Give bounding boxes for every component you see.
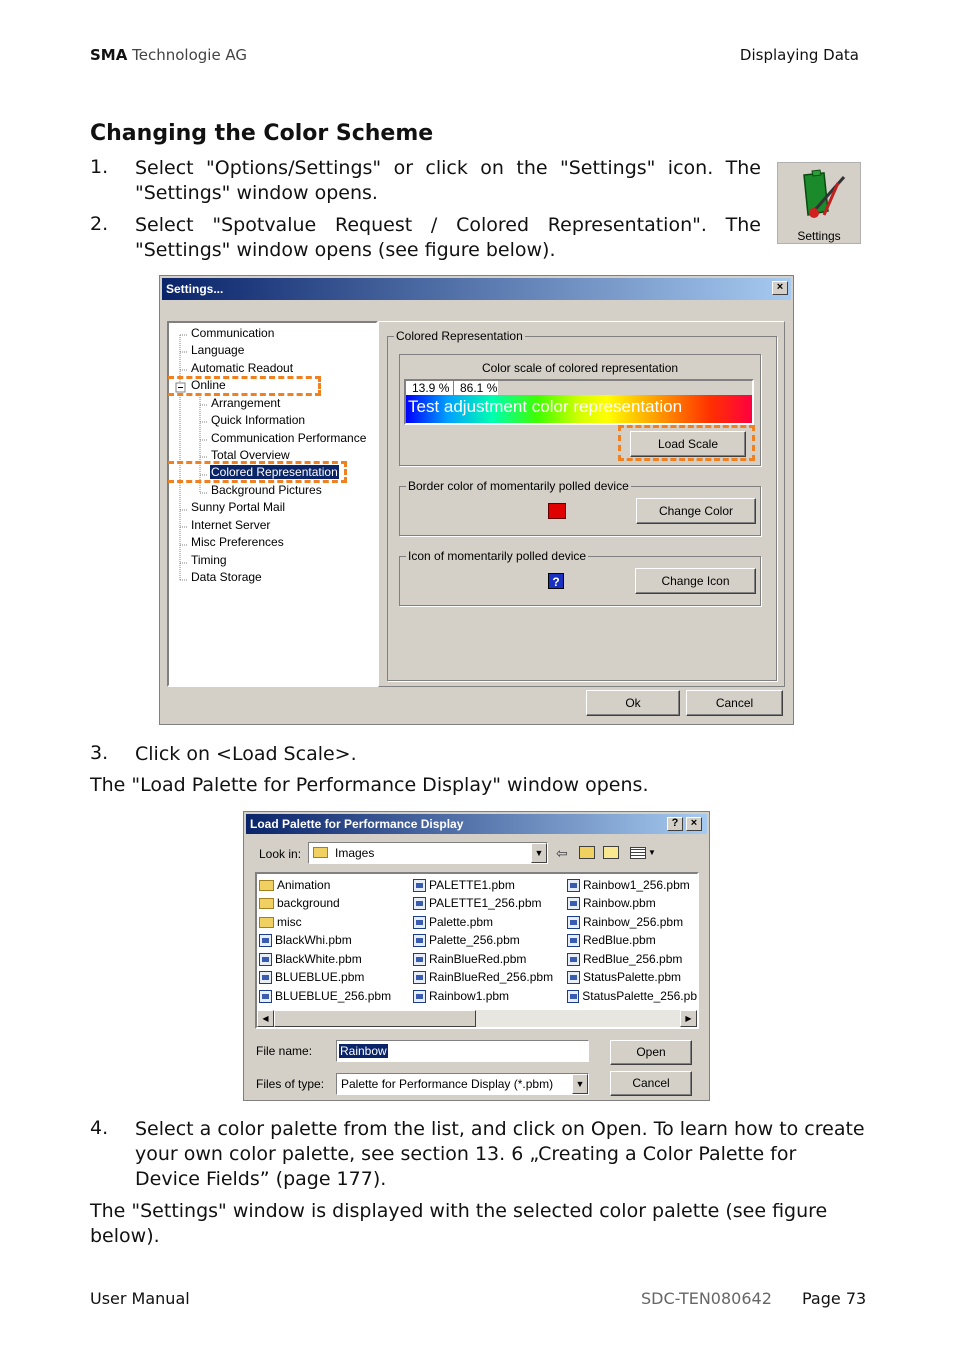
cancel-button[interactable]: Cancel xyxy=(686,690,783,716)
file-name: Rainbow1_256.pbm xyxy=(583,878,690,892)
settings-titlebar xyxy=(162,278,791,300)
close-icon: × xyxy=(690,817,698,829)
help-button[interactable] xyxy=(667,817,683,831)
file-icon xyxy=(413,916,426,929)
section-heading: Changing the Color Scheme xyxy=(90,121,434,146)
file-icon xyxy=(567,916,580,929)
load-palette-titlebar xyxy=(246,814,707,834)
list-item[interactable] xyxy=(259,896,340,910)
list-item[interactable] xyxy=(567,915,683,929)
file-name: RedBlue.pbm xyxy=(583,933,656,947)
file-icon xyxy=(259,990,272,1003)
file-name-input[interactable] xyxy=(336,1040,589,1062)
settings-title: Settings... xyxy=(166,282,224,296)
folder-icon xyxy=(259,898,274,909)
tree-item-colored-representation-selected[interactable]: Colored Representation xyxy=(211,465,338,479)
file-name: Rainbow1.pbm xyxy=(429,989,510,1003)
file-icon xyxy=(567,971,580,984)
up-folder-icon[interactable] xyxy=(579,846,595,859)
tree-item[interactable]: Timing xyxy=(191,553,227,567)
list-item[interactable] xyxy=(413,970,553,984)
tree-item[interactable]: Communication xyxy=(191,326,275,340)
file-name: RedBlue_256.pbm xyxy=(583,952,683,966)
list-item[interactable] xyxy=(259,989,391,1003)
company-name-rest: Technologie AG xyxy=(132,46,248,64)
settings-window xyxy=(159,275,794,725)
file-name: BLUEBLUE.pbm xyxy=(275,970,365,984)
help-icon: ? xyxy=(671,817,679,829)
file-name: RainBlueRed_256.pbm xyxy=(429,970,554,984)
highlight-online xyxy=(168,376,321,396)
settings-toolbar-button[interactable] xyxy=(777,162,861,244)
settings-close-button[interactable] xyxy=(772,281,788,295)
look-in-select[interactable] xyxy=(308,842,548,864)
file-name: BlackWhi.pbm xyxy=(275,933,352,947)
tree-item[interactable]: Automatic Readout xyxy=(191,361,294,375)
list-item[interactable] xyxy=(567,896,656,910)
list-item[interactable] xyxy=(259,970,364,984)
header-company xyxy=(90,46,247,64)
list-item[interactable] xyxy=(413,878,515,892)
files-of-type-value: Palette for Performance Display (*.pbm) xyxy=(341,1077,554,1091)
header-section: Displaying Data xyxy=(739,46,859,64)
scroll-left-icon[interactable]: ◀ xyxy=(257,1010,274,1027)
close-icon: × xyxy=(776,281,784,293)
file-icon xyxy=(259,934,272,947)
load-scale-button[interactable]: Load Scale xyxy=(630,431,746,457)
border-color-swatch xyxy=(548,503,566,519)
view-menu-icon[interactable] xyxy=(630,847,646,859)
scroll-right-icon[interactable]: ▶ xyxy=(680,1010,697,1027)
step-text: Select "Spotvalue Request / Colored Representation". The "Settings" window opens (see figure below). xyxy=(135,214,761,261)
file-icon xyxy=(259,953,272,966)
tree-item[interactable]: Sunny Portal Mail xyxy=(191,500,286,514)
step-text: Click on <Load Scale>. xyxy=(135,743,357,765)
file-name: StatusPalette.pbm xyxy=(583,970,682,984)
load-palette-window xyxy=(243,811,710,1101)
look-in-label: Look in: xyxy=(259,847,302,861)
file-name-label: File name: xyxy=(256,1044,313,1058)
file-name: Palette_256.pbm xyxy=(429,933,520,947)
highlight-load-scale xyxy=(618,425,755,461)
tree-item[interactable]: Misc Preferences xyxy=(191,535,284,549)
percent-left: 13.9 % xyxy=(406,381,454,395)
list-item[interactable] xyxy=(413,915,493,929)
tree-item-online[interactable]: Online xyxy=(191,378,226,392)
change-color-button[interactable]: Change Color xyxy=(636,498,756,524)
load-palette-title: Load Palette for Performance Display xyxy=(250,817,464,831)
folder-icon xyxy=(313,847,328,858)
file-icon xyxy=(567,879,580,892)
footer-page: Page 73 xyxy=(802,1289,867,1308)
settings-icon xyxy=(778,163,862,227)
color-gradient-bar xyxy=(406,395,752,423)
paragraph: The "Load Palette for Performance Display" window opens. xyxy=(90,774,649,796)
tree-item[interactable]: Communication Performance xyxy=(211,431,367,445)
tree-item[interactable]: Data Storage xyxy=(191,570,262,584)
file-name: Rainbow_256.pbm xyxy=(583,915,684,929)
border-color-group xyxy=(399,479,761,536)
ok-button[interactable]: Ok xyxy=(586,690,680,716)
chevron-down-icon[interactable]: ▼ xyxy=(572,1074,588,1094)
file-icon xyxy=(413,971,426,984)
files-of-type-label: Files of type: xyxy=(256,1077,325,1091)
tree-item[interactable]: Background Pictures xyxy=(211,483,322,497)
step-number: 3. xyxy=(90,742,109,764)
look-in-value: Images xyxy=(335,846,375,860)
file-icon xyxy=(413,934,426,947)
list-item[interactable] xyxy=(259,915,302,929)
chevron-down-icon[interactable]: ▼ xyxy=(531,843,547,863)
list-item[interactable] xyxy=(567,952,682,966)
color-scale-label: Color scale of colored representation xyxy=(481,361,679,375)
step-text: Select "Options/Settings" or click on the "Settings" icon. The "Settings" window opens. xyxy=(135,157,761,204)
list-item[interactable] xyxy=(567,970,681,984)
settings-icon-label: Settings xyxy=(797,229,841,243)
tree-item[interactable]: Quick Information xyxy=(211,413,306,427)
list-item[interactable] xyxy=(567,989,697,1003)
files-of-type-select[interactable] xyxy=(336,1073,589,1095)
group-label: Border color of momentarily polled device xyxy=(408,479,629,493)
group-label: Colored Representation xyxy=(396,329,523,343)
file-icon xyxy=(413,879,426,892)
paragraph: The "Settings" window is displayed with the selected color palette (see figure below). xyxy=(90,1200,828,1247)
file-icon xyxy=(413,953,426,966)
list-item[interactable] xyxy=(259,933,352,947)
list-item[interactable] xyxy=(567,933,656,947)
file-icon xyxy=(413,897,426,910)
company-name-bold: SMA xyxy=(90,46,128,64)
file-icon xyxy=(567,990,579,1003)
question-icon: ? xyxy=(548,573,564,589)
new-folder-icon[interactable] xyxy=(603,846,619,859)
colored-representation-group xyxy=(387,329,777,681)
file-icon xyxy=(567,953,580,966)
list-item[interactable] xyxy=(567,878,690,892)
tree-item[interactable]: Total Overview xyxy=(211,448,290,462)
step-number: 2. xyxy=(90,213,109,235)
color-scale-preview xyxy=(404,379,754,425)
step-text: Select a color palette from the list, and click on Open. To learn how to create your own color palette, see section 13. 6 „Creating a Color Palette for Device Fields” (page 177). xyxy=(135,1118,865,1190)
file-name: PALETTE1.pbm xyxy=(429,878,515,892)
file-name: BlackWhite.pbm xyxy=(275,952,362,966)
highlight-colored-representation xyxy=(168,461,347,483)
horizontal-scrollbar[interactable] xyxy=(257,1010,697,1027)
step-number: 1. xyxy=(90,156,109,178)
open-button[interactable]: Open xyxy=(610,1040,692,1065)
file-icon xyxy=(567,934,580,947)
footer-doc-id: SDC-TEN080642 xyxy=(641,1289,772,1308)
cancel-button[interactable]: Cancel xyxy=(610,1071,692,1096)
file-name: BLUEBLUE_256.pbm xyxy=(275,989,392,1003)
scroll-thumb[interactable] xyxy=(274,1010,476,1027)
file-name: Palette.pbm xyxy=(429,915,494,929)
load-palette-close-button[interactable] xyxy=(686,817,702,831)
list-item[interactable] xyxy=(259,878,330,892)
file-name-value: Rainbow xyxy=(340,1044,387,1058)
list-item[interactable] xyxy=(413,952,526,966)
chevron-down-icon[interactable]: ▼ xyxy=(648,848,656,857)
file-name: misc xyxy=(277,915,302,929)
file-name: RainBlueRed.pbm xyxy=(429,952,527,966)
tree-item[interactable]: Language xyxy=(191,343,245,357)
file-name: StatusPalette_256.pb xyxy=(582,989,697,1003)
polled-icon-group xyxy=(399,549,761,606)
settings-right-panel xyxy=(378,321,785,687)
list-item[interactable] xyxy=(413,896,542,910)
list-item[interactable] xyxy=(413,933,520,947)
footer-left: User Manual xyxy=(90,1289,190,1308)
test-adjustment-text: Test adjustment color representation xyxy=(408,397,683,416)
file-name: PALETTE1_256.pbm xyxy=(429,896,542,910)
tree-item[interactable]: Arrangement xyxy=(211,396,281,410)
change-icon-button[interactable]: Change Icon xyxy=(635,568,756,594)
file-icon xyxy=(259,971,272,984)
file-list[interactable] xyxy=(255,872,699,1029)
back-icon[interactable]: ⇦ xyxy=(556,845,568,861)
list-item[interactable] xyxy=(259,952,362,966)
percent-right: 86.1 % xyxy=(454,381,498,395)
list-item[interactable] xyxy=(413,989,509,1003)
tree-item[interactable]: Internet Server xyxy=(191,518,271,532)
file-name: Rainbow.pbm xyxy=(583,896,656,910)
color-scale-group xyxy=(399,354,761,466)
file-icon xyxy=(567,897,580,910)
file-icon xyxy=(413,990,426,1003)
folder-icon xyxy=(259,880,274,891)
file-name: background xyxy=(277,896,340,910)
step-number: 4. xyxy=(90,1117,109,1139)
file-name: Animation xyxy=(277,878,331,892)
folder-icon xyxy=(259,917,274,928)
group-label: Icon of momentarily polled device xyxy=(408,549,587,563)
